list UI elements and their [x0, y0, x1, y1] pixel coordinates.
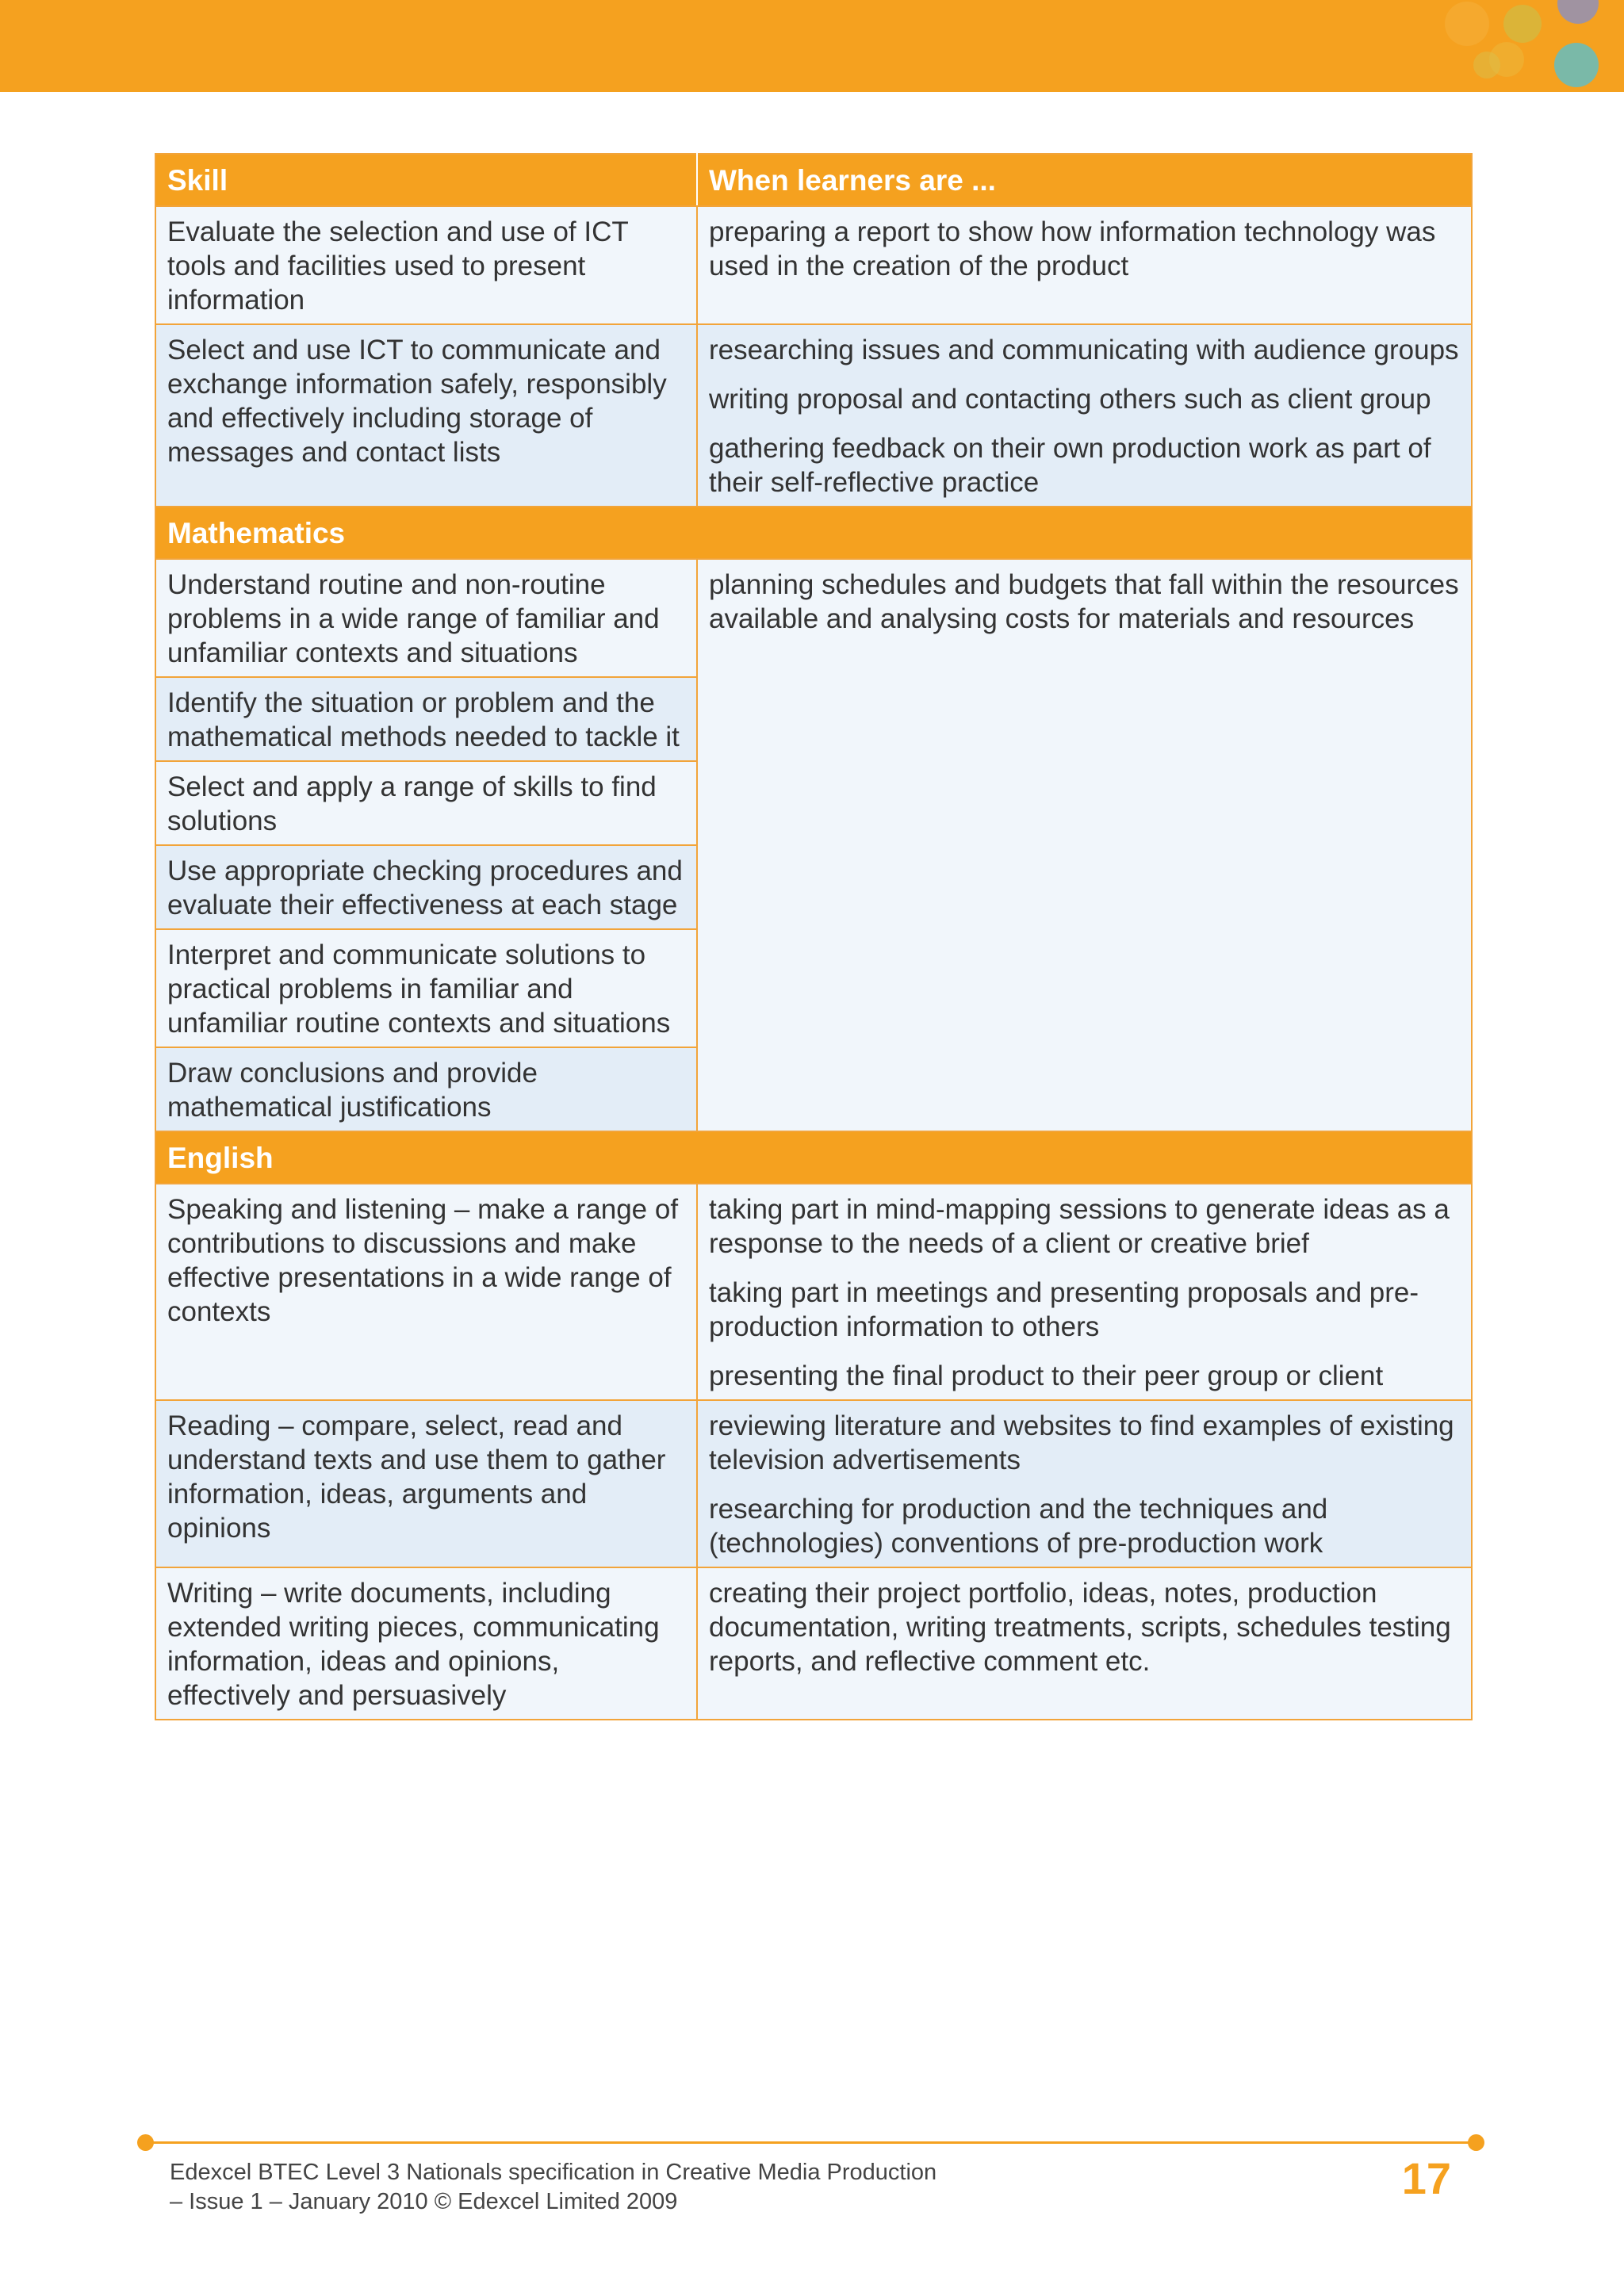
- table-row: [155, 1400, 1472, 1567]
- context-cell: [697, 1184, 1472, 1400]
- section-header-english: [155, 1131, 1472, 1184]
- column-header-skill: Skill: [155, 154, 697, 206]
- footer-rule-end-dot: [1468, 2134, 1484, 2151]
- section-title: Mathematics: [155, 507, 1472, 559]
- section-header-mathematics: [155, 507, 1472, 559]
- skill-cell: Evaluate the selection and use of ICT tools and facilities used to present information: [155, 206, 697, 324]
- skill-cell: Reading – compare, select, read and understand texts and use them to gather information, ideas, arguments and opinions: [155, 1400, 697, 1567]
- table-header-row: [155, 154, 1472, 206]
- context-item: researching for production and the techniques and (technologies) conventions of pre-production work: [709, 1494, 1328, 1559]
- table-row: [155, 206, 1472, 324]
- table-row: [155, 559, 1472, 677]
- context-item: gathering feedback on their own production work as part of their self-reflective practice: [709, 433, 1431, 498]
- skill-cell: Understand routine and non-routine problems in a wide range of familiar and unfamiliar contexts and situations: [155, 559, 697, 677]
- skill-cell: Speaking and listening – make a range of contributions to discussions and make effective presentations in a wide range of contexts: [155, 1184, 697, 1400]
- table-row: [155, 324, 1472, 507]
- skill-cell: Select and apply a range of skills to find solutions: [155, 761, 697, 845]
- context-cell: [697, 1567, 1472, 1720]
- skill-cell: Identify the situation or problem and the mathematical methods needed to tackle it: [155, 677, 697, 761]
- section-title: English: [155, 1131, 1472, 1184]
- footer-line-2: – Issue 1 – January 2010 © Edexcel Limited 2009: [170, 2189, 678, 2214]
- context-cell: [697, 206, 1472, 324]
- skill-cell: Writing – write documents, including extended writing pieces, communicating information, ideas and opinions, effectively and persuasively: [155, 1567, 697, 1720]
- skill-cell: Select and use ICT to communicate and exchange information safely, responsibly and effectively including storage of messages and contact lists: [155, 324, 697, 507]
- decorative-dots: [0, 0, 1624, 92]
- context-cell: [697, 559, 1472, 1131]
- context-item: presenting the final product to their peer group or client: [709, 1360, 1384, 1391]
- context-item: creating their project portfolio, ideas, notes, production documentation, writing treatments, scripts, schedules testing reports, and reflective comment etc.: [709, 1578, 1451, 1677]
- context-item: taking part in meetings and presenting proposals and pre-production information to others: [709, 1277, 1419, 1342]
- footer-citation: [170, 2158, 1201, 2217]
- table-row: [155, 1184, 1472, 1400]
- context-item: researching issues and communicating with audience groups: [709, 335, 1459, 365]
- skill-cell: Draw conclusions and provide mathematical justifications: [155, 1047, 697, 1131]
- context-item: taking part in mind-mapping sessions to generate ideas as a response to the needs of a client or creative brief: [709, 1194, 1450, 1259]
- skills-table: [155, 153, 1473, 1720]
- context-cell: [697, 1400, 1472, 1567]
- skill-cell: Interpret and communicate solutions to practical problems in familiar and unfamiliar routine contexts and situations: [155, 929, 697, 1047]
- context-item: reviewing literature and websites to find examples of existing television advertisements: [709, 1410, 1454, 1475]
- table-row: [155, 1567, 1472, 1720]
- skill-cell: Use appropriate checking procedures and evaluate their effectiveness at each stage: [155, 845, 697, 929]
- page-number: 17: [1401, 2153, 1451, 2203]
- context-item: writing proposal and contacting others such as client group: [709, 384, 1431, 415]
- context-item: planning schedules and budgets that fall within the resources available and analysing costs for materials and resources: [709, 569, 1459, 634]
- footer-line-1: Edexcel BTEC Level 3 Nationals specification in Creative Media Production: [170, 2160, 937, 2185]
- footer-rule: [145, 2141, 1476, 2144]
- column-header-when-learners-are: When learners are ...: [697, 154, 1472, 206]
- context-cell: [697, 324, 1472, 507]
- footer-rule-start-dot: [137, 2134, 154, 2151]
- context-item: preparing a report to show how information technology was used in the creation of the product: [709, 216, 1436, 281]
